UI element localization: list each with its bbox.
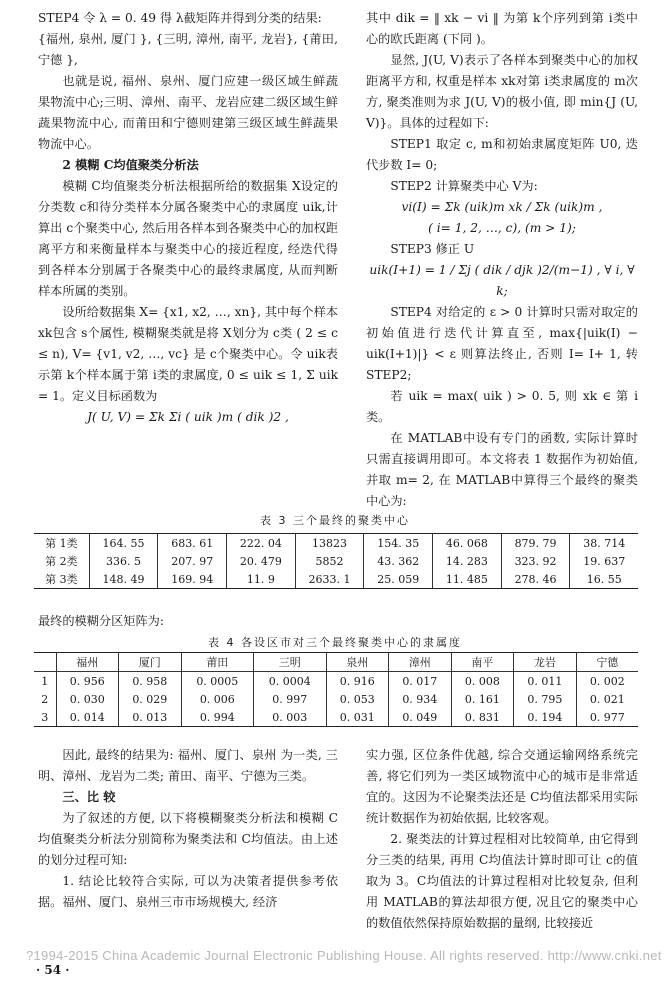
left-column <box>38 8 338 428</box>
column-header: 龙岩 <box>514 653 577 672</box>
table-cell: 0. 031 <box>326 708 389 727</box>
table-cell: 38. 714 <box>570 534 638 553</box>
table3-cluster-centers <box>34 533 638 589</box>
final-result: 因此, 最终的结果为: 福州、厦门、泉州 为一类, 三明、漳州、龙岩为二类; 莆田、南平、宁德为三类。 <box>38 748 338 783</box>
table-cell: 0. 194 <box>514 708 577 727</box>
table-cell: 0. 003 <box>254 708 326 727</box>
compare-point-1-cont: 实力强, 区位条件优越, 综合交通运输网络系统完善, 将它们列为一类区域物流中心的城市是非常适宜的。这因为不论聚类法还是 C均值法都采用实际统计数据作为初始依据, 比较客观。 <box>366 748 638 825</box>
table-cell: 0. 956 <box>56 672 119 691</box>
dataset-definition: 设所给数据集 X= {x1, x2, …, xn}, 其中每个样本 xk包含 s个属性, 模糊聚类就是将 X划分为 c类 ( 2 ≤ c ≤ n), V= {v1, v2, …, vc} 是 c个聚类中心。令 uik表示第 k个样本属于第 i类的隶属度, 0 ≤ uik ≤ 1, Σ uik = 1。定义目标函数为 <box>38 305 338 403</box>
table-cell: 207. 97 <box>158 552 227 570</box>
table-row <box>34 570 638 589</box>
table-cell: 0. 030 <box>56 690 119 708</box>
table-row <box>34 690 638 708</box>
column-header: 三明 <box>254 653 326 672</box>
table-cell: 683. 61 <box>158 534 227 553</box>
table-cell: 0. 021 <box>576 690 638 708</box>
criterion-text: 显然, J(U, V)表示了各样本到聚类中心的加权距离平方和, 权重是样本 xk对第 i类隶属度的 m次方, 聚类准则为求 J(U, V)的极小值, 即 min{J (U, V)}。具体的过程如下: <box>366 53 638 130</box>
table-row <box>34 708 638 727</box>
table-cell: 第 1类 <box>34 534 89 553</box>
center-formula-range: ( i= 1, 2, …, c), (m > 1); <box>428 221 576 235</box>
table-cell: 20. 479 <box>227 552 296 570</box>
table-cell: 3 <box>34 708 56 727</box>
table-cell: 0. 006 <box>181 690 253 708</box>
table-cell: 323. 92 <box>501 552 570 570</box>
center-formula: vi(I) = Σk (uik)m xk / Σk (uik)m , <box>401 200 603 214</box>
table-cell: 0. 029 <box>119 690 182 708</box>
table-cell: 0. 994 <box>181 708 253 727</box>
table-cell: 0. 008 <box>451 672 514 691</box>
table-cell: 13823 <box>295 534 364 553</box>
table-cell: 148. 49 <box>89 570 158 589</box>
table4-membership <box>34 652 638 727</box>
table-row <box>34 552 638 570</box>
step2-text: STEP2 计算聚类中心 V为: <box>390 179 538 193</box>
step4-text: STEP4 令 λ = 0. 49 得 λ截矩阵并得到分类的结果: <box>38 11 322 25</box>
table-cell: 0. 002 <box>576 672 638 691</box>
section-heading-fcm: 2 模糊 C均值聚类分析法 <box>62 158 199 172</box>
table-cell: 46. 068 <box>433 534 502 553</box>
table-cell: 1 <box>34 672 56 691</box>
right-column <box>366 8 638 512</box>
section-heading-compare: 三、比 较 <box>62 790 116 804</box>
table-cell: 0. 977 <box>576 708 638 727</box>
column-header: 宁德 <box>576 653 638 672</box>
column-header <box>34 653 56 672</box>
table-cell: 879. 79 <box>501 534 570 553</box>
column-header: 泉州 <box>326 653 389 672</box>
table-cell: 0. 0004 <box>254 672 326 691</box>
table-cell: 0. 997 <box>254 690 326 708</box>
table-cell: 43. 362 <box>364 552 433 570</box>
cluster-conclusion: 也就是说, 福州、泉州、厦门应建一级区域生鲜蔬果物流中心;三明、漳州、南平、龙岩应建二级区域生鲜蔬果物流中心, 而莆田和宁德则建第三级区域生鲜蔬果物流中心。 <box>38 74 338 151</box>
table-cell: 11. 485 <box>433 570 502 589</box>
fcm-description: 模糊 C均值聚类分析法根据所给的数据集 X设定的分类数 c和待分类样本分属各聚类中心的隶属度 uik,计算出 c个聚类中心, 然后用各样本到各聚类中心的加权距离平方和来衡量样本与聚类中心的接近程度, 经迭代得到各样本分别属于各聚类中心的最终隶属度, 从而判断样本所属的类别。 <box>38 179 338 298</box>
table-cell: 0. 011 <box>514 672 577 691</box>
table-cell: 25. 059 <box>364 570 433 589</box>
copyright-footer: ?1994-2015 China Academic Journal Electronic Publishing House. All rights reserved. http://www.cnki.net <box>26 948 662 963</box>
table-cell: 5852 <box>295 552 364 570</box>
step3-text: STEP3 修正 U <box>390 242 475 256</box>
compare-point-2: 2. 聚类法的计算过程相对比较简单, 由它得到分三类的结果, 再用 C均值法计算时即可让 c的值取为 3。C均值法的计算过程相对比较复杂, 但利用 MATLAB的算法却很方便, 况且它的聚类中心的数值依然保持原始数据的量纲, 比较接近 <box>366 832 638 930</box>
table-row <box>34 534 638 553</box>
table-cell: 14. 283 <box>433 552 502 570</box>
table-cell: 169. 94 <box>158 570 227 589</box>
column-header: 厦门 <box>119 653 182 672</box>
table-cell: 0. 013 <box>119 708 182 727</box>
step4-stop-text: STEP4 对给定的 ε > 0 计算时只需对取定的初始值进行迭代计算直至, max{|uik(I) − uik(I+1)|} < ε 则算法终止, 否则 I= I+ 1, 转 STEP2; <box>366 305 638 382</box>
table-cell: 0. 053 <box>326 690 389 708</box>
table-cell: 0. 934 <box>389 690 452 708</box>
column-header: 福州 <box>56 653 119 672</box>
matlab-text: 在 MATLAB中设有专门的函数, 实际计算时只需直接调用即可。本文将表 1 数据作为初始值, 并取 m= 2, 在 MATLAB中算得三个最终的聚类中心为: <box>366 431 638 508</box>
table-cell: 0. 916 <box>326 672 389 691</box>
table-cell: 第 3类 <box>34 570 89 589</box>
table-cell: 0. 958 <box>119 672 182 691</box>
table-cell: 154. 35 <box>364 534 433 553</box>
table-cell: 0. 049 <box>389 708 452 727</box>
table-cell: 336. 5 <box>89 552 158 570</box>
table-header-row <box>34 653 638 672</box>
table3-caption: 表 3 三个最终的聚类中心 <box>260 514 410 527</box>
table-cell: 0. 831 <box>451 708 514 727</box>
table-cell: 164. 55 <box>89 534 158 553</box>
bottom-right-column <box>366 745 638 934</box>
table-cell: 0. 017 <box>389 672 452 691</box>
table-cell: 第 2类 <box>34 552 89 570</box>
table-cell: 0. 795 <box>514 690 577 708</box>
cluster-result: {福州, 泉州, 厦门 }, {三明, 漳州, 南平, 龙岩}, {莆田, 宁德 }, <box>38 32 338 67</box>
compare-intro: 为了叙述的方便, 以下将模糊聚类分析法和模糊 C均值聚类分析法分别简称为聚类法和 C均值法。由上述的划分过程可知: <box>38 811 338 867</box>
page-number: · 54 · <box>36 963 70 977</box>
table-cell: 2 <box>34 690 56 708</box>
table-cell: 2633. 1 <box>295 570 364 589</box>
table-cell: 222. 04 <box>227 534 296 553</box>
partition-matrix-label: 最终的模糊分区矩阵为: <box>38 614 164 628</box>
objective-function: J( U, V) = Σk Σi ( uik )m ( dik )2 , <box>87 410 289 424</box>
table-cell: 16. 55 <box>570 570 638 589</box>
table4-caption: 表 4 各设区市对三个最终聚类中心的隶属度 <box>208 636 462 649</box>
table-cell: 0. 161 <box>451 690 514 708</box>
table-cell: 11. 9 <box>227 570 296 589</box>
table-cell: 19. 637 <box>570 552 638 570</box>
table-cell: 0. 0005 <box>181 672 253 691</box>
table-cell: 0. 014 <box>56 708 119 727</box>
bottom-left-column <box>38 745 338 913</box>
column-header: 漳州 <box>389 653 452 672</box>
table-row <box>34 672 638 691</box>
distance-definition: 其中 dik = ‖ xk − vi ‖ 为第 k个序列到第 i类中心的欧氏距离 (下同 )。 <box>366 11 638 46</box>
column-header: 南平 <box>451 653 514 672</box>
compare-point-1: 1. 结论比较符合实际, 可以为决策者提供参考依据。福州、厦门、泉州三市市场规模大, 经济 <box>38 874 338 909</box>
classification-rule: 若 uik = max( uik ) > 0. 5, 则 xk ∈ 第 i类。 <box>366 389 638 424</box>
table-cell: 278. 46 <box>501 570 570 589</box>
column-header: 莆田 <box>181 653 253 672</box>
membership-formula: uik(I+1) = 1 / Σj ( dik / djk )2/(m−1) , ∀ i, ∀ k; <box>369 263 635 298</box>
step1-text: STEP1 取定 c, m和初始隶属度矩阵 U0, 迭代步数 I= 0; <box>366 137 638 172</box>
